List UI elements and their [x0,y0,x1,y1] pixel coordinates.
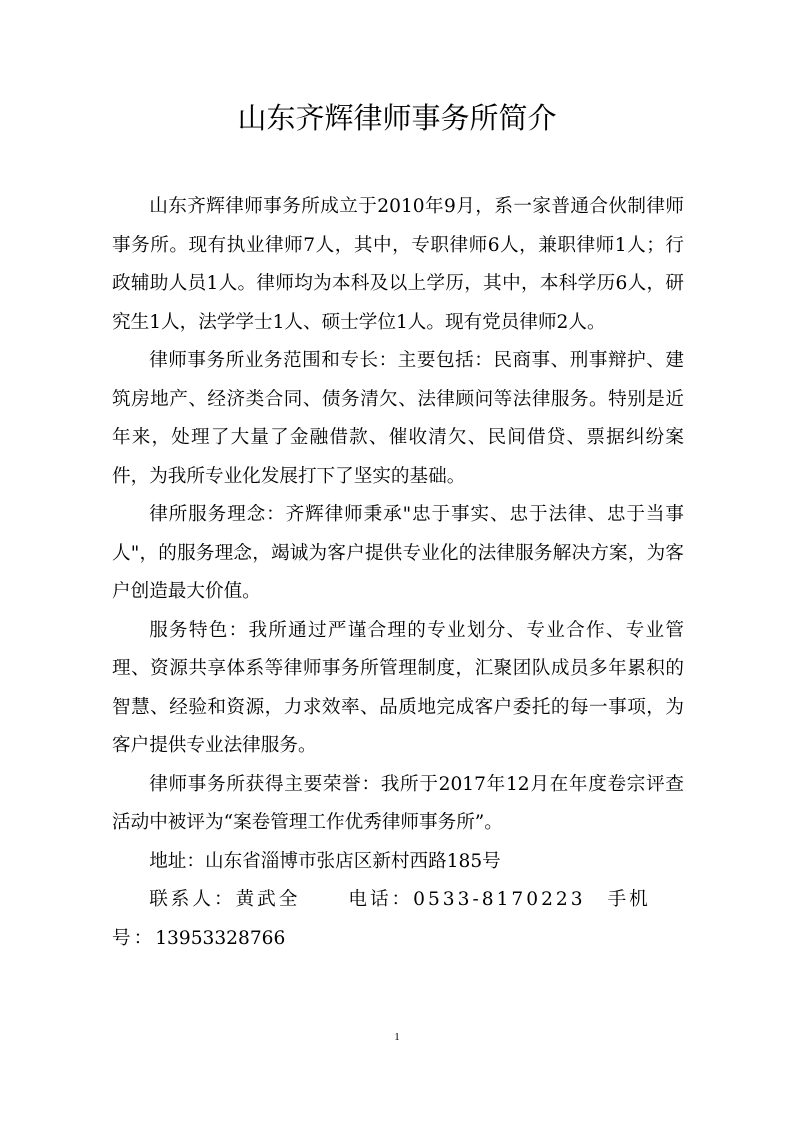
page-number: 1 [394,1031,400,1043]
paragraph-business-scope: 律师事务所业务范围和专长：主要包括：民商事、刑事辩护、建筑房地产、经济类合同、债务清欠、法律顾问等法律服务。特别是近年来，处理了大量了金融借款、催收清欠、民间借贷、票据纠纷案件，为我所专业化发展打下了坚实的基础。 [112,350,684,487]
contact-phone: 电话：0533-8170223 [348,889,586,910]
contact-mobile-label: 手机号： [112,889,651,949]
contact-person: 联系人：黄武全 [149,889,301,910]
page-title: 山东齐辉律师事务所简介 [237,101,557,135]
paragraph-honors: 律师事务所获得主要荣誉：我所于2017年12月在年度卷宗评查活动中被评为“案卷管理工作优秀律师事务所”。 [112,773,684,833]
contact-line [112,881,684,958]
document-body [112,188,684,958]
paragraph-founding: 山东齐辉律师事务所成立于2010年9月，系一家普通合伙制律师事务所。现有执业律师7人，其中，专职律师6人，兼职律师1人；行政辅助人员1人。律师均为本科及以上学历，其中，本科学历6人，研究生1人，法学学士1人、硕士学位1人。现有党员律师2人。 [112,196,684,333]
contact-mobile-number: 13953328766 [155,927,286,949]
paragraph-address: 地址：山东省淄博市张店区新村西路185号 [149,850,501,872]
paragraph-service-philosophy: 律所服务理念：齐辉律师秉承"忠于事实、忠于法律、忠于当事人"，的服务理念，竭诚为客户提供专业化的法律服务解决方案，为客户创造最大价值。 [112,504,684,602]
paragraph-service-features: 服务特色：我所通过严谨合理的专业划分、专业合作、专业管理、资源共享体系等律师事务所管理制度，汇聚团队成员多年累积的智慧、经验和资源，力求效率、品质地完成客户委托的每一事项，为客户提供专业法律服务。 [112,619,684,756]
